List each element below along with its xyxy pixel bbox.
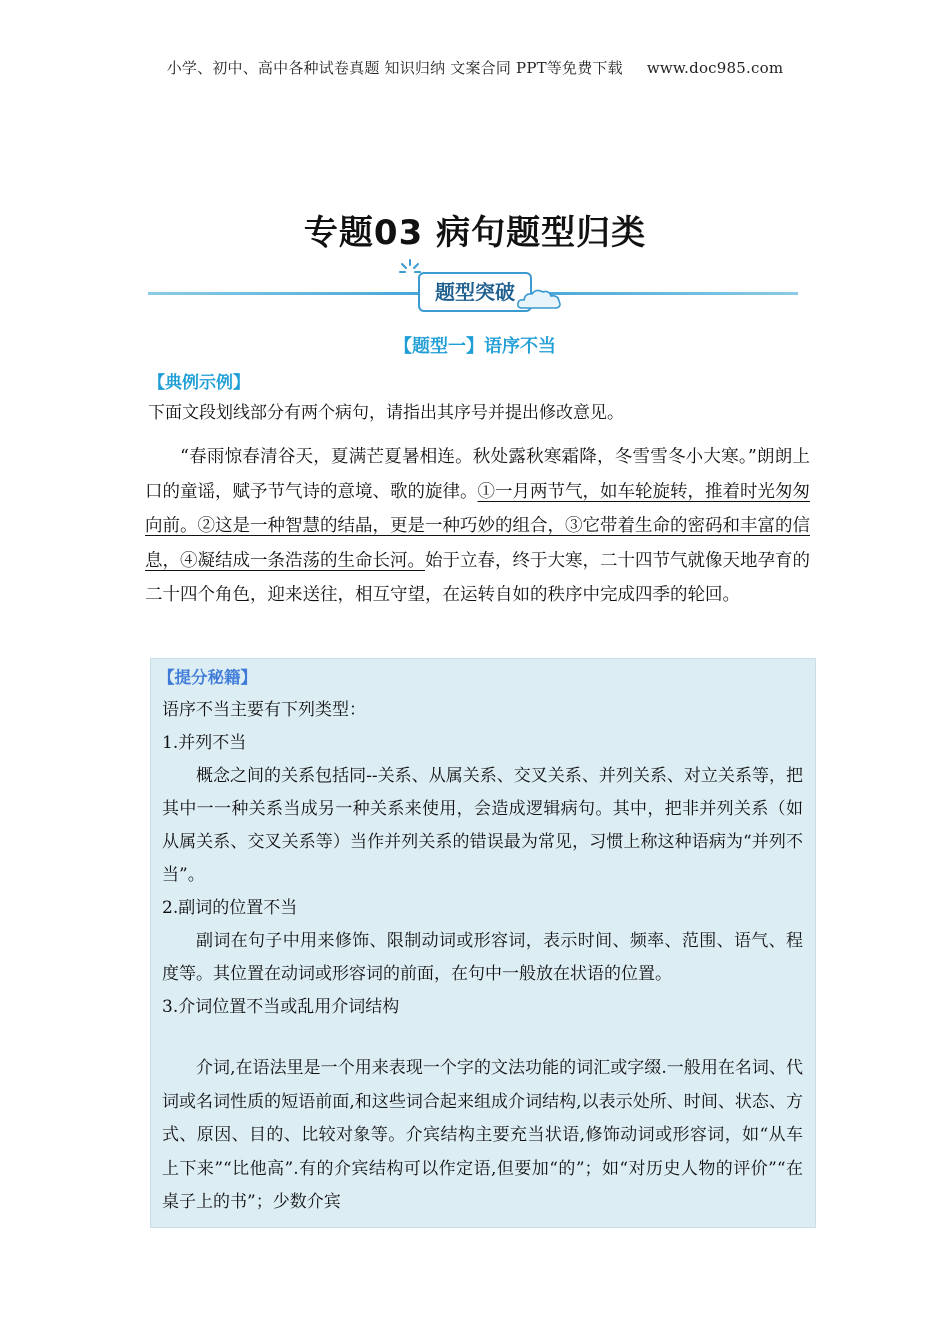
page-title: 专题03 病句题型归类 xyxy=(303,213,647,253)
banner-label: 题型突破 xyxy=(418,272,532,312)
tips-item-heading: 1.并列不当 xyxy=(162,733,247,753)
tips-title: 【提分秘籍】 xyxy=(158,668,257,687)
passage-underlined: ①一月两节气，如车轮旋转，推着时光匆匆向前。②这是一种智慧的结晶，更是一种巧妙的组合，③它带着生命的密码和丰富的信息，④凝结成一条浩荡的生命长河。 xyxy=(145,481,810,571)
cloud-icon xyxy=(516,288,562,310)
tips-item-body: 介词,在语法里是一个用来表现一个字的文法功能的词汇或字缀.一般用在名词、代词或名词性质的短语前面,和这些词合起来组成介词结构,以表示处所、时间、状态、方式、原因、目的、比较对象等。介宾结构主要充当状语,修饰动词或形容词，如“从车上下来”“比他高”.有的介宾结构可以作定语,但要加“的”；如“对历史人物的评价”“在桌子上的书”；少数介宾 xyxy=(162,1058,803,1212)
tips-item-body: 副词在句子中用来修饰、限制动词或形容词，表示时间、频率、范围、语气、程度等。其位置在动词或形容词的前面，在句中一般放在状语的位置。 xyxy=(162,931,803,984)
tips-intro: 语序不当主要有下列类型： xyxy=(162,700,366,720)
example-passage xyxy=(145,440,810,613)
tips-box xyxy=(150,658,816,1228)
tips-item-heading: 2.副词的位置不当 xyxy=(162,898,298,918)
tips-item-heading: 3.介词位置不当或乱用介词结构 xyxy=(162,997,400,1017)
example-label: 【典例示例】 xyxy=(148,373,250,393)
tips-item-body: 概念之间的关系包括同--关系、从属关系、交叉关系、并列关系、对立关系等，把其中一一种关系当成另一种关系来使用，会造成逻辑病句。其中，把非并列关系（如从属关系、交叉关系等）当作并列关系的错误最为常见，习惯上称这种语病为“并列不当”。 xyxy=(162,766,803,885)
passage-after: 始于立春，终于大寒，二十四节气就像天地孕育的二十四个角色，迎来送往，相互守望，在运转自如的秩序中完成四季的轮回。 xyxy=(145,550,810,605)
page-header xyxy=(0,57,950,78)
passage-before: “春雨惊春清谷天，夏满芒夏暑相连。秋处露秋寒霜降，冬雪雪冬小大寒。”朗朗上口的童谣，赋予节气诗的意境、歌的旋律。 xyxy=(145,447,810,502)
header-text: 小学、初中、高中各种试卷真题 知识归纳 文案合同 PPT等免费下载 xyxy=(166,59,623,77)
section-banner xyxy=(148,258,798,318)
example-instruction: 下面文段划线部分有两个病句，请指出其序号并提出修改意见。 xyxy=(148,403,624,423)
header-url: www.doc985.com xyxy=(646,59,784,77)
type-heading: 【题型一】语序不当 xyxy=(394,336,556,357)
